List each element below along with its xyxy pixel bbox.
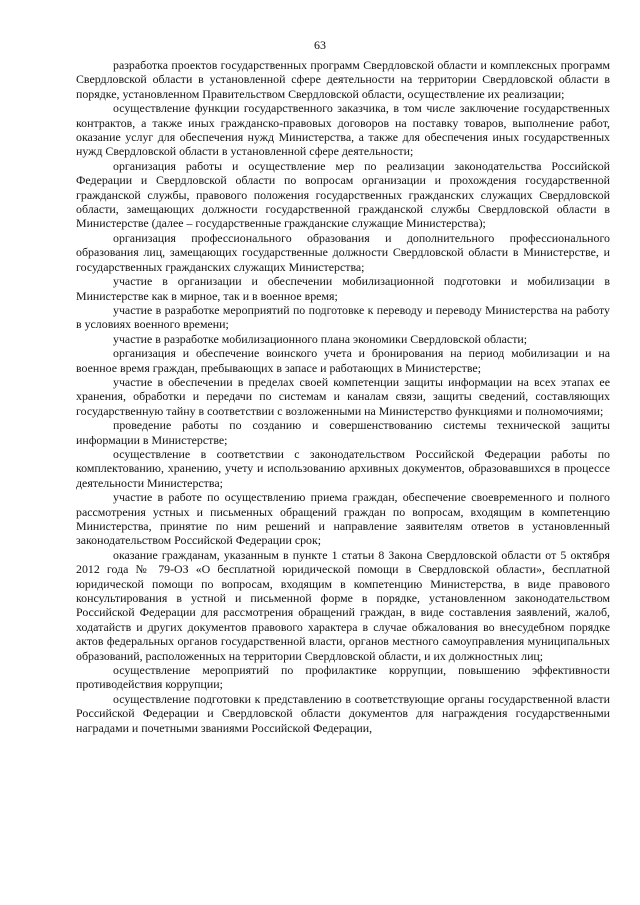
paragraph: участие в разработке мероприятий по подготовке к переводу и переводу Министерства на работу в условиях военного времени; (76, 302, 610, 332)
paragraph: осуществление функции государственного заказчика, в том числе заключение государственных контрактов, а также иных гражданско-правовых договоров на поставку товаров, выполнение работ, оказание услуг для обеспечения нужд Министерства, а также для обеспечения иных государственных нужд Свердловской области в установленной сфере деятельности; (76, 101, 610, 159)
document-body (76, 58, 610, 735)
page-number: 63 (314, 38, 326, 52)
paragraph: организация работы и осуществление мер по реализации законодательства Российской Федерации и Свердловской области по вопросам организации и прохождения государственной гражданской службы, правового положения государственных гражданских служащих Свердловской области, замещающих должности государственной гражданской службы Свердловской области в Министерстве (далее – государственные гражданские служащие Министерства); (76, 158, 610, 231)
paragraph: участие в обеспечении в пределах своей компетенции защиты информации на всех этапах ее хранения, обработки и передачи по системам и каналам связи, защиты сведений, составляющих государственную тайну в соответствии с возложенными на Министерство функциями и полномочиями; (76, 374, 610, 418)
paragraph: участие в организации и обеспечении мобилизационной подготовки и мобилизации в Министерстве как в мирное, так и в военное время; (76, 274, 610, 303)
paragraph: разработка проектов государственных программ Свердловской области и комплексных программ Свердловской области в установленной сфере деятельности на территории Свердловской области в порядке, установленном Правительством Свердловской области, осуществление их реализации; (76, 58, 610, 101)
paragraph: осуществление в соответствии с законодательством Российской Федерации работы по комплектованию, хранению, учету и использованию архивных документов, образовавшихся в процессе деятельности Министерства; (76, 446, 610, 490)
paragraph: проведение работы по созданию и совершенствованию системы технической защиты информации в Министерстве; (76, 418, 610, 447)
paragraph: оказание гражданам, указанным в пункте 1 статьи 8 Закона Свердловской области от 5 октября 2012 года № 79-ОЗ «О бесплатной юридической помощи в Свердловской области», бесплатной юридической помощи по вопросам, входящим в компетенцию Министерства, в виде правового консультирования в устной и письменной форме в порядке, установленном законодательством Российской Федерации для рассмотрения обращений граждан, в виде составления заявлений, жалоб, ходатайств и других документов правового характера в случае обжалования во внесудебном порядке актов федеральных органов государственной власти, органов местного самоуправления муниципальных образований, расположенных на территории Свердловской области, и их должностных лиц; (76, 547, 610, 663)
paragraph: осуществление мероприятий по профилактике коррупции, повышению эффективности противодействия коррупции; (76, 663, 610, 692)
paragraph: организация профессионального образования и дополнительного профессионального образования лиц, замещающих государственные должности Свердловской области в Министерстве, и государственных гражданских служащих Министерства; (76, 230, 610, 274)
paragraph: осуществление подготовки к представлению в соответствующие органы государственной власти Российской Федерации и Свердловской области документов для награждения государственными наградами и почетными званиями Российской Федерации, (76, 691, 610, 735)
paragraph: организация и обеспечение воинского учета и бронирования на период мобилизации и на военное время граждан, пребывающих в запасе и работающих в Министерстве; (76, 346, 610, 375)
paragraph: участие в разработке мобилизационного плана экономики Свердловской области; (113, 331, 528, 346)
paragraph: участие в работе по осуществлению приема граждан, обеспечение своевременного и полного рассмотрения устных и письменных обращений граждан по вопросам, входящим в компетенцию Министерства, принятие по ним решений и направление заявителям ответов в установленный законодательством Российской Федерации срок; (76, 490, 610, 548)
